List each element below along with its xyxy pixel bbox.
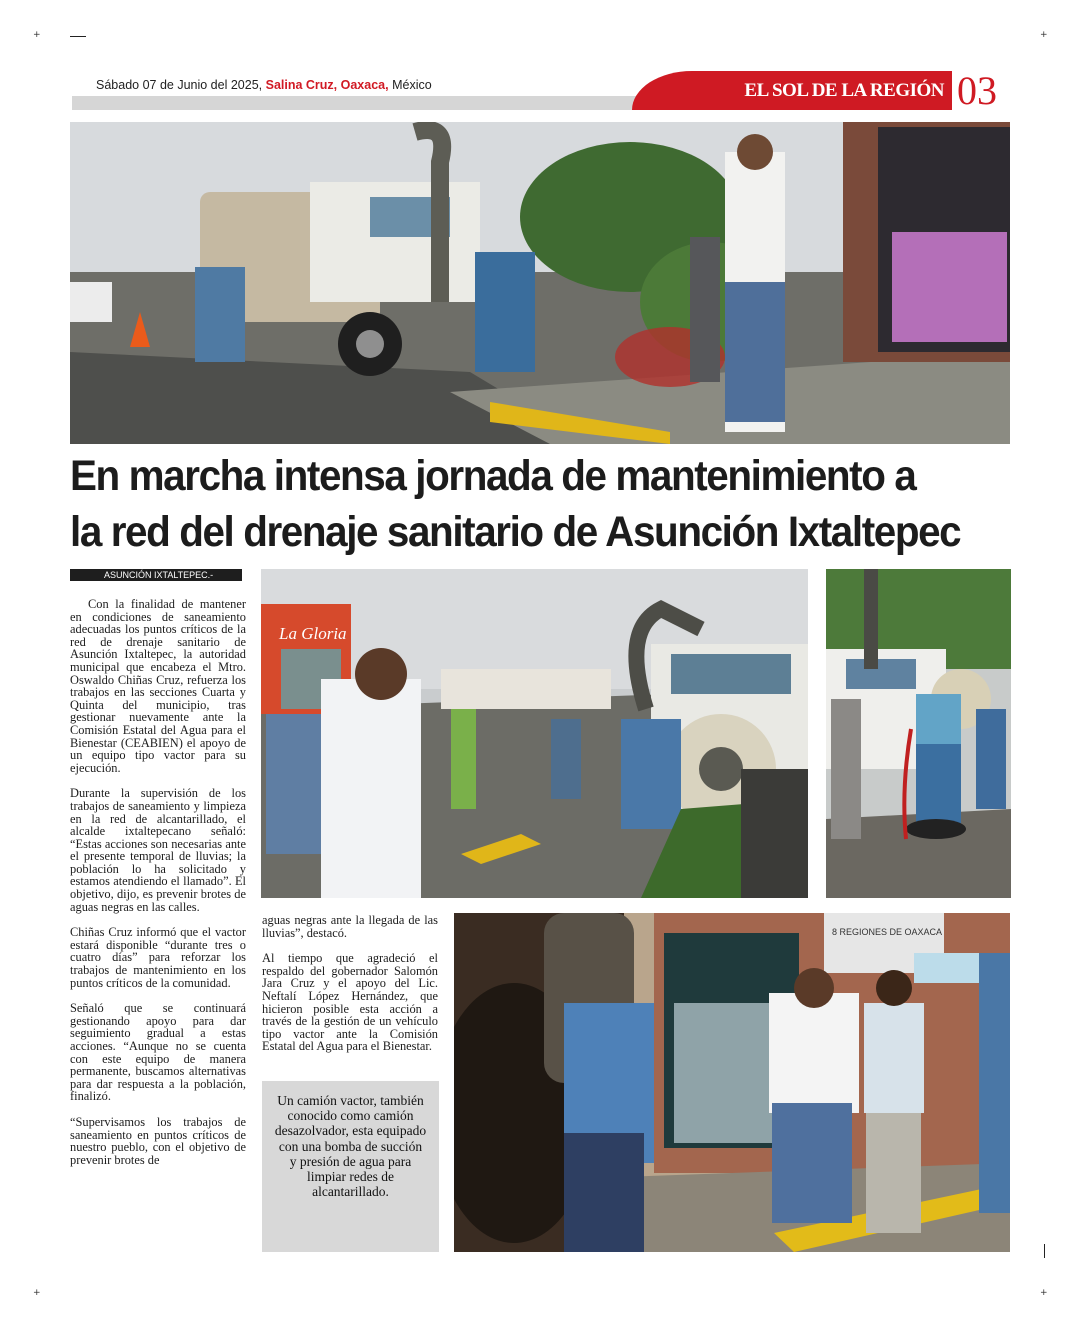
right-photo [826,569,1011,898]
article-paragraph: aguas negras ante la llegada de las lluvias”, destacó. [262,914,438,940]
header-date: Sábado 07 de Junio del 2025, [96,78,263,92]
headline-line-1: En marcha intensa jornada de mantenimiento a [70,452,916,500]
top-photo [70,122,1010,444]
bottom-photo [454,913,1010,1252]
header-location: Salina Cruz, Oaxaca, [265,78,389,92]
header-country: México [392,78,432,92]
crop-mark [70,36,86,37]
header-dateline [96,78,432,92]
article-paragraph: Durante la supervisión de los trabajos de saneamiento y limpieza en la red de alcantarillado, el alcalde ixtaltepecano señaló: “Estas acciones son necesarias ante el presente temporal de lluvias; la población lo ha solicitado y estamos atendiendo el llamado”. El objetivo, dijo, es prevenir brotes de aguas negras en las calles. [70,786,246,914]
article-paragraph: Al tiempo que agradeció el respaldo del gobernador Salomón Jara Cruz y el apoyo del Lic. Neftalí López Hernández, que hicieron posible esta acción a través de la gestión de un vehículo tipo vactor ante la Comisión Estatal del Agua para el Bienestar. [262,951,438,1054]
crop-mark: + [1040,1288,1048,1298]
article-column-1 [70,598,246,1258]
brand-name: EL SOL DE LA REGIÓN [744,80,944,101]
article-column-2 [262,914,438,1074]
headline-line-2: la red del drenaje sanitario de Asunción Ixtaltepec [70,508,961,556]
middle-photo [261,569,808,898]
store-sign-text: La Gloria [279,624,347,643]
callout-box: Un camión vactor, también conocido como camión desazolvador, esta equipado con una bomba de succión y presión de agua para limpiar redes de alcantarillado. [262,1081,439,1252]
page-number: 03 [957,68,997,113]
crop-mark: + [1040,30,1048,40]
crop-mark [1044,1244,1045,1258]
article-paragraph: Chiñas Cruz informó que el vactor estará disponible “durante tres o cuatro días” para reforzar los trabajos de mantenimiento en los puntos críticos de la comunidad. [70,925,246,990]
crop-mark: + [33,30,41,40]
shop-sign-text: 8 REGIONES DE OAXACA [832,927,943,937]
article-kicker: ASUNCIÓN IXTALTEPEC.- [70,569,242,581]
article-paragraph: Señaló que se continuará gestionando apoyo para dar seguimiento gradual a estas acciones. “Aunque no se cuenta con este equipo de manera permanente, buscamos alternativas para dar respuesta a la población, finalizó. [70,1001,246,1104]
header-brand-banner [632,71,952,110]
article-paragraph: Con la finalidad de mantener en condiciones de saneamiento adecuadas los puntos críticos de la red de drenaje sanitario de Asunción Ixtaltepec, la autoridad municipal que encabeza el Mtro. Oswaldo Chiñas Cruz, refuerza los trabajos en las secciones Cuarta y Quinta del municipio, tras gestionar nuevamente ante la Comisión Estatal del Agua para el Bienestar (CEABIEN) el apoyo de un equipo tipo vactor para su ejecución. [70,598,246,775]
article-paragraph: “Supervisamos los trabajos de saneamiento en puntos críticos de nuestro pueblo, con el objetivo de prevenir brotes de [70,1114,246,1167]
crop-mark: + [33,1288,41,1298]
article-headline [70,448,961,560]
